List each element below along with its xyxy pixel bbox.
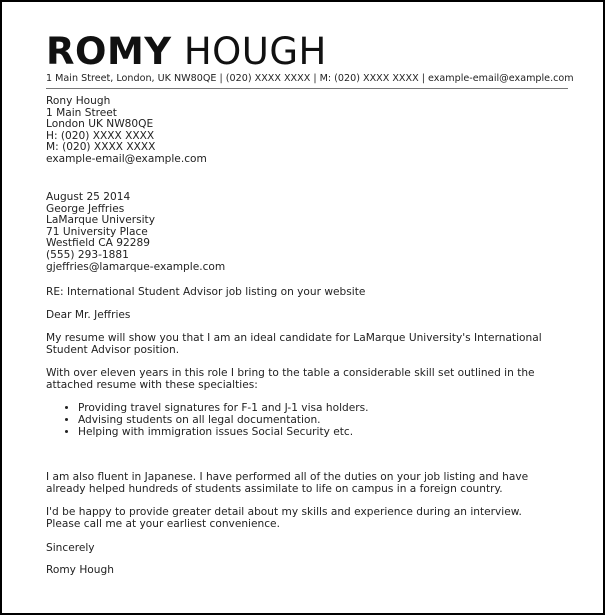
paragraph-3: I am also fluent in Japanese. I have performed all of the duties on your job listing and have already helped hundreds of students assimilate to life on campus in a foreign country. xyxy=(46,471,529,495)
letter-signature xyxy=(46,565,114,577)
recipient-line: Westfield CA 92289 xyxy=(46,237,150,250)
recipient-email: gjeffries@lamarque-example.com xyxy=(46,260,226,273)
header-contact-line: 1 Main Street, London, UK NW80QE | (020) XXXX XXXX | M: (020) XXXX XXXX | example-email@example.com xyxy=(46,73,574,84)
recipient-line: LaMarque University xyxy=(46,214,155,227)
list-item: • Advising students on all legal documentation. xyxy=(78,414,369,426)
paragraph-1: My resume will show you that I am an ideal candidate for LaMarque University's International Student Advisor position. xyxy=(46,332,542,356)
letter-date: August 25 2014 xyxy=(46,191,131,203)
recipient-line: (555) 293-1881 xyxy=(46,248,129,261)
header-last-name: HOUGH xyxy=(183,30,327,73)
recipient-line: George Jeffries xyxy=(46,202,125,215)
letter-subject xyxy=(46,287,365,299)
skills-list xyxy=(56,402,369,438)
sender-line: London UK NW80QE xyxy=(46,118,154,131)
sender-line: 1 Main Street xyxy=(46,106,117,119)
sender-address xyxy=(46,96,207,166)
letter-closing xyxy=(46,543,95,555)
sender-line: M: (020) XXXX XXXX xyxy=(46,141,156,154)
sender-email: example-email@example.com xyxy=(46,152,207,165)
recipient-address xyxy=(46,192,225,273)
salutation-text: Dear Mr. Jeffries xyxy=(46,309,131,321)
header-name xyxy=(46,30,327,74)
header-first-name: ROMY xyxy=(46,30,172,73)
header-divider xyxy=(46,88,568,89)
list-item: • Providing travel signatures for F-1 and J-1 visa holders. xyxy=(78,402,369,414)
subject-text: RE: International Student Advisor job listing on your website xyxy=(46,286,366,298)
list-item: • Helping with immigration issues Social Security etc. xyxy=(78,426,369,438)
letter-salutation xyxy=(46,310,130,322)
recipient-line: 71 University Place xyxy=(46,225,148,238)
paragraph-4: I'd be happy to provide greater detail about my skills and experience during an interview. Please call me at your earliest convenience. xyxy=(46,506,522,530)
signature-text: Romy Hough xyxy=(46,564,114,576)
sender-line: H: (020) XXXX XXXX xyxy=(46,129,155,142)
paragraph-2: With over eleven years in this role I bring to the table a considerable skill set outlined in the attached resume with these specialties: xyxy=(46,367,535,391)
sender-line: Rony Hough xyxy=(46,95,111,107)
closing-text: Sincerely xyxy=(46,542,95,554)
